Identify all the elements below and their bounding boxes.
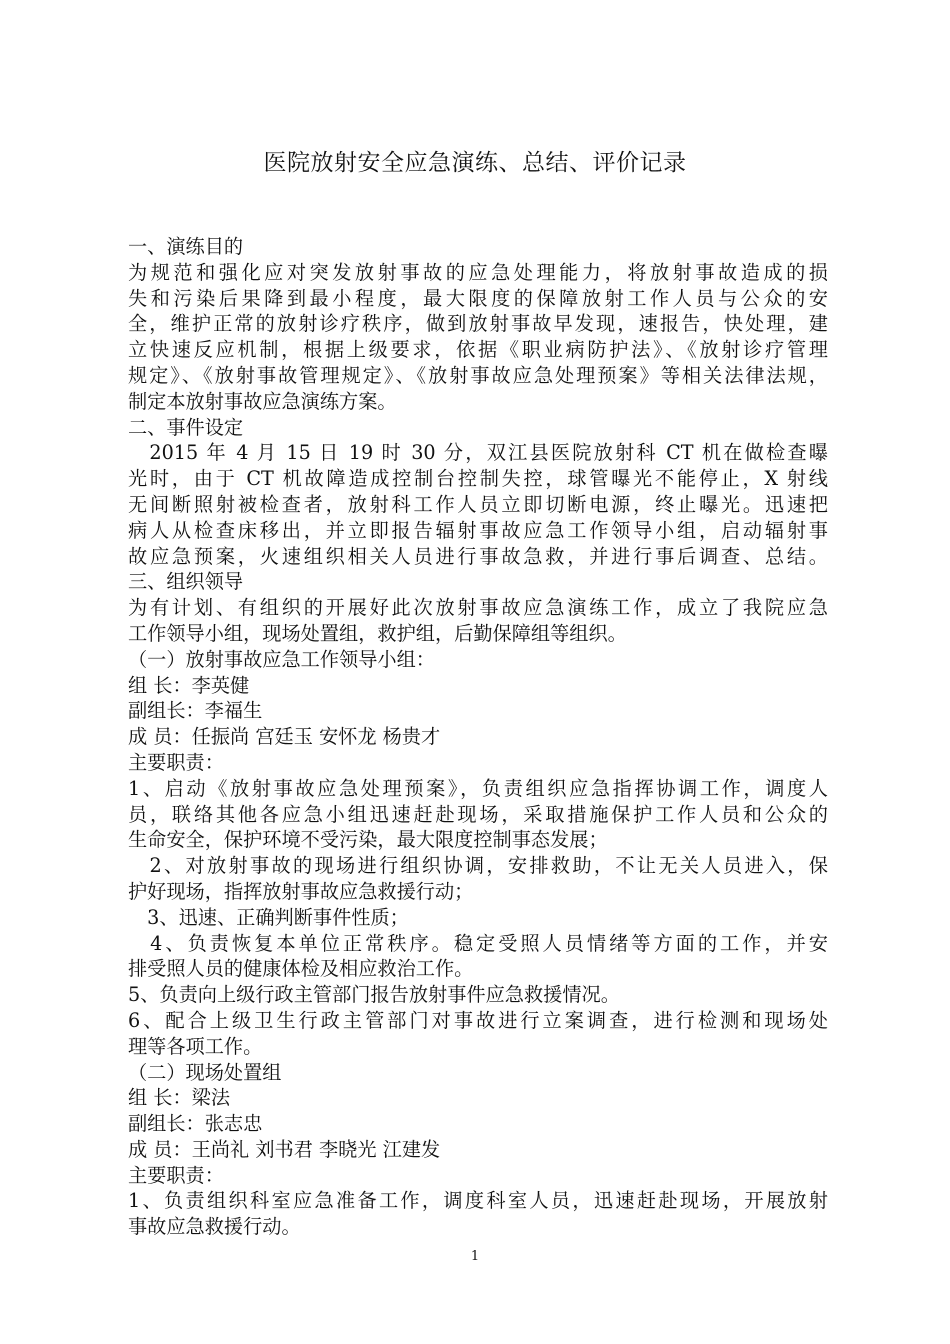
body-line: 生命安全，保护环境不受污染，最大限度控制事态发展； xyxy=(128,828,608,852)
body-line: 组 长：李英健 xyxy=(128,673,250,697)
body-line: （二）现场处置组 xyxy=(128,1060,282,1084)
body-line: 副组长：张志忠 xyxy=(128,1112,263,1136)
body-line: 组 长：梁法 xyxy=(128,1086,231,1110)
body-line: 员，联络其他各应急小组迅速赶赴现场，采取措施保护工作人员和公众的 xyxy=(128,802,828,826)
body-line: 护好现场，指挥放射事故应急救援行动； xyxy=(128,879,474,903)
body-line: 立快速反应机制，根据上级要求，依据《职业病防护法》、《放射诊疗管理 xyxy=(128,338,828,362)
body-line: 主要职责： xyxy=(128,1163,224,1187)
body-line: 成 员：王尚礼 刘书君 李晓光 江建发 xyxy=(128,1137,441,1161)
body-line: 副组长：李福生 xyxy=(128,699,263,723)
body-line: 无间断照射被检查者，放射科工作人员立即切断电源，终止曝光。迅速把 xyxy=(128,492,828,516)
body-line: 二、事件设定 xyxy=(128,415,244,439)
body-line: 制定本放射事故应急演练方案。 xyxy=(128,389,397,413)
document-body xyxy=(128,234,828,1240)
body-line: 一、演练目的 xyxy=(128,235,244,258)
body-line: 成 员：任振尚 宫廷玉 安怀龙 杨贵才 xyxy=(128,725,441,749)
body-line: 全，维护正常的放射诊疗秩序，做到放射事故早发现，速报告，快处理，建 xyxy=(128,312,828,336)
body-line: 1、负责组织科室应急准备工作，调度科室人员，迅速赶赴现场，开展放射 xyxy=(128,1189,828,1213)
body-line: 主要职责： xyxy=(128,750,224,774)
body-line: 排受照人员的健康体检及相应救治工作。 xyxy=(128,957,474,981)
page-number: 1 xyxy=(470,1249,480,1264)
body-line: 理等各项工作。 xyxy=(128,1034,263,1058)
body-line: 三、组织领导 xyxy=(128,570,244,594)
body-line: 故应急预案，火速组织相关人员进行事故急救，并进行事后调查、总结。 xyxy=(128,544,828,568)
body-line: 2、对放射事故的现场进行组织协调，安排救助，不让无关人员进入，保 xyxy=(128,854,828,878)
body-line: 失和污染后果降到最小程度，最大限度的保障放射工作人员与公众的安 xyxy=(128,286,828,310)
body-line: 病人从检查床移出，并立即报告辐射事故应急工作领导小组，启动辐射事 xyxy=(128,518,828,542)
body-line: 事故应急救援行动。 xyxy=(128,1215,301,1239)
body-line: 规定》、《放射事故管理规定》、《放射事故应急处理预案》等相关法律法规， xyxy=(128,363,828,387)
body-line: 2015 年 4 月 15 日 19 时 30 分，双江县医院放射科 CT 机在做检查曝 xyxy=(128,441,828,465)
body-line: 工作领导小组，现场处置组，救护组，后勤保障组等组织。 xyxy=(128,621,627,645)
body-line: 3、迅速、正确判断事件性质； xyxy=(128,905,409,929)
body-line: （一）放射事故应急工作领导小组： xyxy=(128,647,435,671)
body-line: 光时，由于 CT 机故障造成控制台控制失控，球管曝光不能停止，X 射线 xyxy=(128,467,828,491)
document-title: 医院放射安全应急演练、总结、评价记录 xyxy=(263,150,687,176)
body-line: 为有计划、有组织的开展好此次放射事故应急演练工作，成立了我院应急 xyxy=(128,596,828,620)
body-line: 1、启动《放射事故应急处理预案》，负责组织应急指挥协调工作，调度人 xyxy=(128,776,828,800)
body-line: 6、配合上级卫生行政主管部门对事故进行立案调查，进行检测和现场处 xyxy=(128,1008,828,1032)
body-line: 为规范和强化应对突发放射事故的应急处理能力，将放射事故造成的损 xyxy=(128,260,828,284)
body-line: 4、负责恢复本单位正常秩序。稳定受照人员情绪等方面的工作，并安 xyxy=(128,931,828,955)
body-line: 5、负责向上级行政主管部门报告放射事件应急救援情况。 xyxy=(128,983,620,1007)
